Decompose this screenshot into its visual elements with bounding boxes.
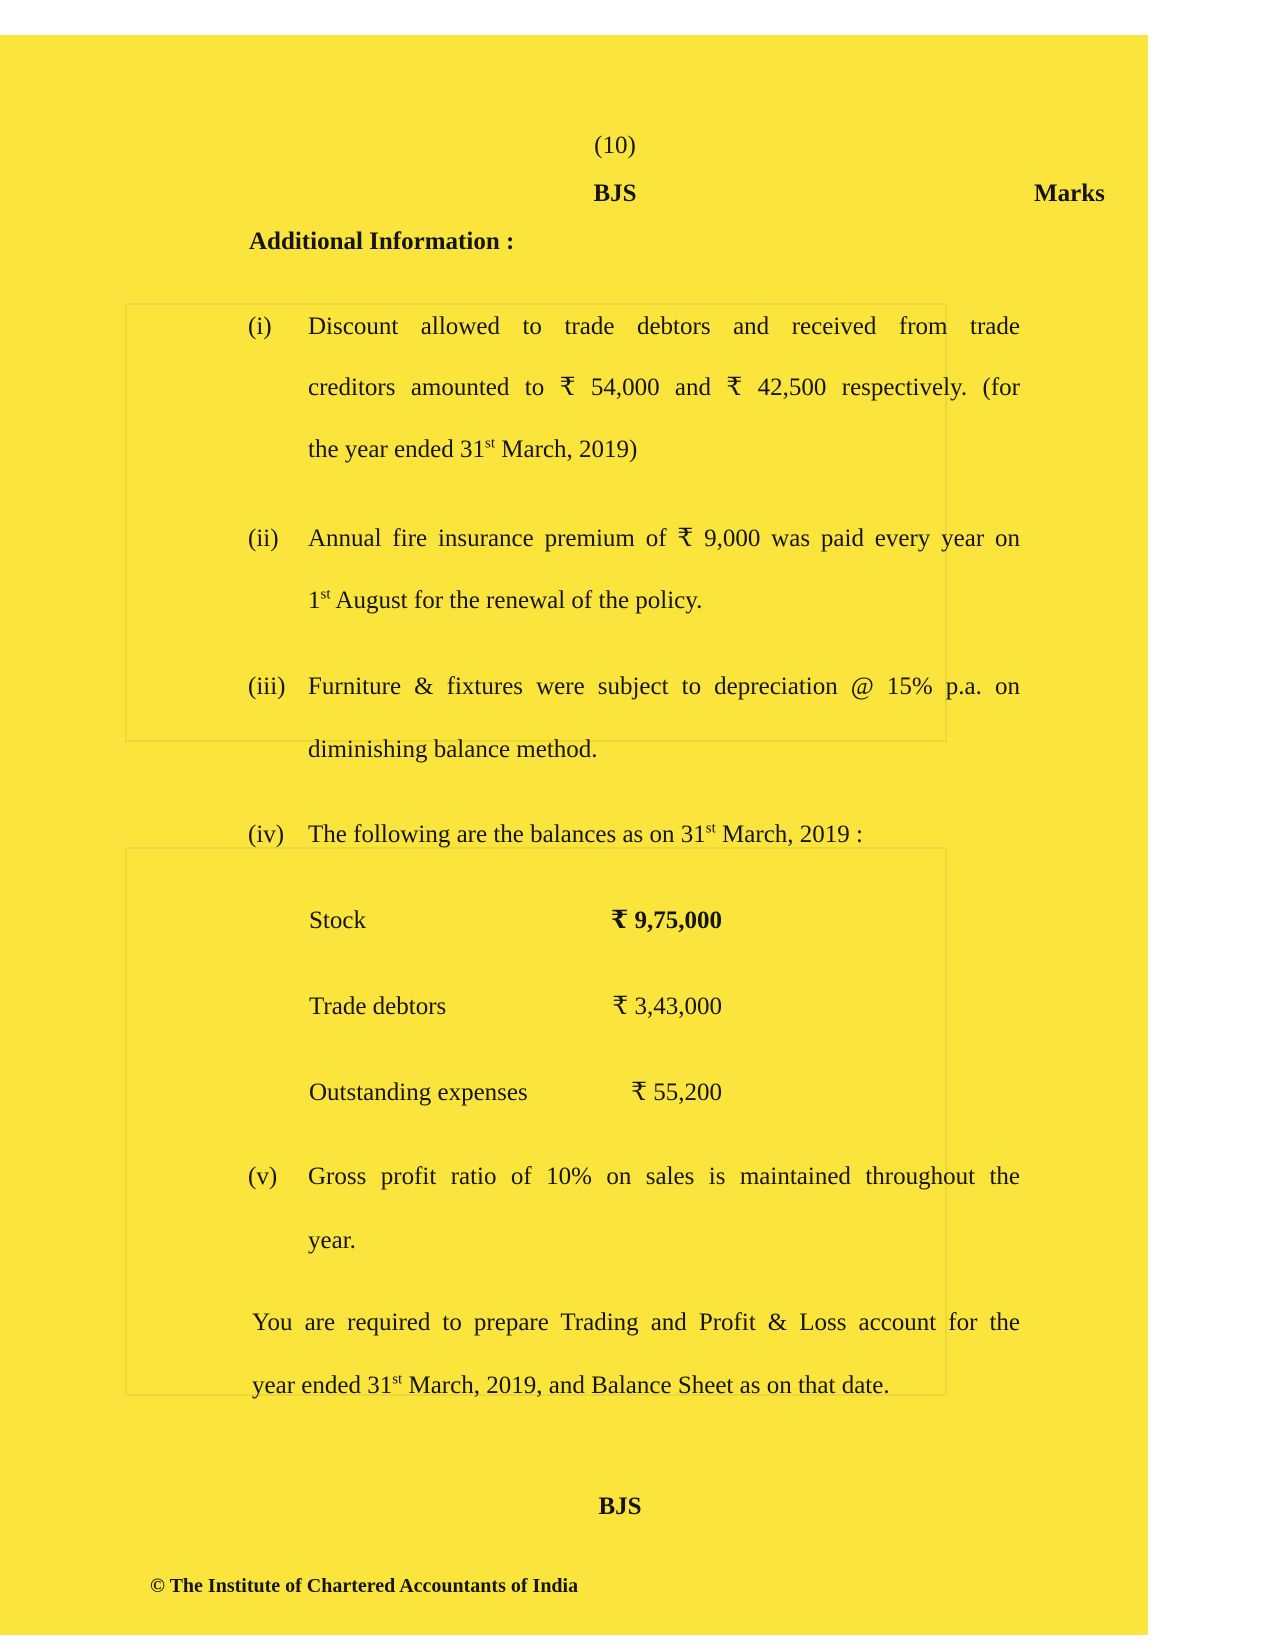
instruction-line-with-sup: year ended 31st March, 2019, and Balance Sheet as on that date. (252, 1371, 890, 1399)
balance-value-outstanding-expenses: ₹ 55,200 (631, 1079, 722, 1106)
item-number: (iv) (248, 821, 285, 848)
instruction-line: You are required to prepare Trading and Profit & Loss account for the (252, 1309, 1020, 1336)
item-line: Annual fire insurance premium of ₹ 9,000 was paid every year on (308, 525, 1020, 552)
item-number: (ii) (248, 525, 279, 552)
item-line-with-sup: 1st August for the renewal of the policy. (308, 586, 703, 614)
balance-label-trade-debtors: Trade debtors (309, 993, 447, 1020)
section-heading: Additional Information : (249, 228, 515, 255)
item-line: Furniture & fixtures were subject to depreciation @ 15% p.a. on (308, 673, 1020, 700)
copyright-notice: © The Institute of Chartered Accountants of India (150, 1575, 579, 1597)
item-line-with-sup: The following are the balances as on 31st March, 2019 : (308, 820, 863, 848)
item-line: year. (308, 1227, 356, 1254)
header-code: BJS (593, 180, 637, 207)
item-number: (iii) (248, 673, 286, 700)
item-line: Gross profit ratio of 10% on sales is maintained throughout the (308, 1163, 1020, 1190)
page-number: (10) (594, 132, 636, 159)
item-number: (i) (248, 313, 272, 340)
balance-label-outstanding-expenses: Outstanding expenses (309, 1079, 528, 1106)
item-line-with-sup: the year ended 31st March, 2019) (308, 435, 638, 463)
item-line: creditors amounted to ₹ 54,000 and ₹ 42,500 respectively. (for (308, 374, 1020, 401)
balance-value-trade-debtors: ₹ 3,43,000 (612, 993, 722, 1020)
item-line: Discount allowed to trade debtors and received from trade (308, 313, 1020, 340)
item-number: (v) (248, 1163, 278, 1190)
marks-label: Marks (1034, 180, 1105, 207)
footer-code: BJS (598, 1493, 642, 1520)
balance-value-stock: ₹ 9,75,000 (610, 907, 722, 934)
balance-label-stock: Stock (309, 907, 366, 934)
item-line: diminishing balance method. (308, 736, 598, 763)
